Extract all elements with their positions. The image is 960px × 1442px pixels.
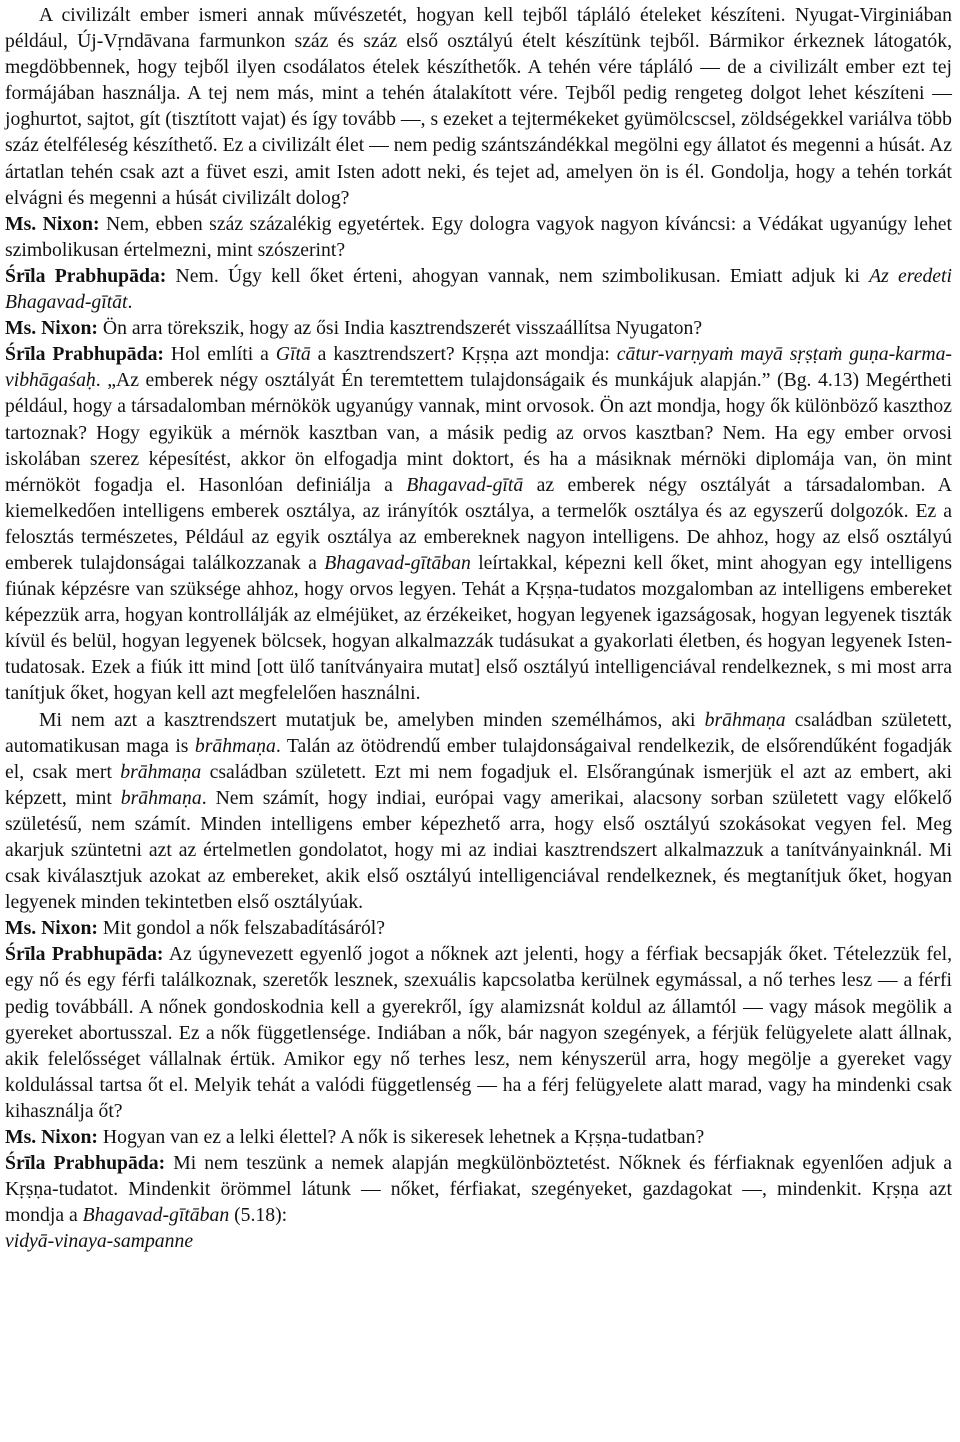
body-text: Hol említi a [163,343,276,366]
body-text: Hogyan van ez a lelki élettel? A nők is sikeresek lehetnek a Kṛṣṇa-tudatban? [97,1126,705,1149]
body-text: Nem. Úgy kell őket érteni, ahogyan vannak, nem szimbolikusan. Emiatt adjuk ki [166,264,870,287]
body-text: a kasztrendszert? Kṛṣṇa azt mondja: [310,343,617,366]
body-text: családban született. Ezt mi nem fogadjuk el. Elsőrangúnak ismerjük el azt az embert, aki képzett, mint [5,760,952,809]
italic-text: brāhmaṇa [120,786,202,809]
body-text: leírtakkal, képezni kell őket, mint ahogyan egy intelligens fiúnak képzésre van szüksége ahhoz, hogy orvos legyen. Tehát a Kṛṣṇa-tudatos mozgalomban az intelligens embereket képezzük arra, hogyan kontrollálják az elméjüket, az érzékeiket, hogyan legyenek igazságosak, hogyan legyenek tiszták kívül és belül, hogyan legyenek bölcsek, hogyan alkalmazzák tudásukat a gyakorlati életben, és hogyan legyenek Isten-tudatosak. Ezek a fiúk itt mind [ott ülő tanítványaira mutat] első osztályú intelligenciával rendelkeznek, s mi most arra tanítjuk őket, hogyan kell azt megfelelően használni. [5,551,952,705]
speaker-label: Ms. Nixon: [5,212,100,235]
italic-text: Bhagavad-gītāban [324,551,471,574]
paragraph [5,315,952,341]
body-text: . Talán az ötödrendű ember tulajdonságaival rendelkezik, de elsőrendűként fogadják el, csak mert [5,734,952,783]
italic-text: cātur-varṇyaṁ mayā sṛṣṭaṁ guṇa-karma-vibhāgaśaḥ [5,343,952,392]
speaker-label: Ms. Nixon: [5,917,98,940]
italic-text: brāhmaṇa [704,708,786,731]
body-text: . [127,291,133,314]
paragraph [5,915,952,941]
speaker-label: Ms. Nixon: [5,1126,98,1149]
paragraph [5,707,952,916]
paragraph [5,211,952,263]
paragraph [5,263,952,315]
body-text: családban született, automatikusan maga is [5,708,952,757]
italic-text: vidyā-vinaya-sampanne [5,1230,194,1253]
speaker-label: Śrīla Prabhupāda: [5,943,164,966]
body-text: Mit gondol a nők felszabadításáról? [97,917,385,940]
body-text: Mi nem teszünk a nemek alapján megkülönböztetést. Nőknek és férfiaknak egyenlően adjuk a Kṛṣṇa-tudatot. Mindenkit örömmel látunk — nőket, férfiakat, szegényeket, gazdagokat —, mindenkit. Kṛṣṇa azt mondja a [5,1152,952,1227]
italic-text: Gītā [275,343,311,366]
italic-text: Bhagavad-gītāban [82,1204,230,1227]
italic-text: Az eredeti Bhagavad-gītāt [5,264,952,314]
body-text: Az úgynevezett egyenlő jogot a nőknek azt jelenti, hogy a férfiak becsapják őket. Tételezzük fel, egy nő és egy férfi találkoznak, szeretők lesznek, szexuális kapcsolatba kerülnek egymással, a nő terhes lesz — a férfi pedig továbbáll. A nőnek gondoskodnia kell a gyerekről, így alamizsnát koldul az államtól — vagy mások megölik a gyereket abortusszal. Ez a nők függetlensége. Indiában a nők, bár nagyon szegények, a férjük felügyelete alatt állnak, akik felelősséget vállalnak értük. Amikor egy nő terhes lesz, nem kényszerül arra, hogy megölje a gyereket vagy koldulással tartsa őt el. Melyik tehát a valódi függetlenség — ha a férj felügyelete alatt marad, vagy ha mindenki csak kihasználja őt? [5,943,952,1122]
paragraph [5,1228,952,1254]
speaker-label: Ms. Nixon: [5,317,98,340]
body-text: Nem, ebben száz százalékig egyetértek. Egy dologra vagyok nagyon kíváncsi: a Védákat ugyanúgy lehet szimbolikusan értelmezni, mint szószerint? [5,212,952,261]
body-text: Ön arra törekszik, hogy az ősi India kasztrendszerét visszaállítsa Nyugaton? [97,317,703,340]
speaker-label: Śrīla Prabhupāda: [5,343,164,366]
italic-text: Bhagavad-gītā [406,473,524,496]
body-text: A civilizált ember ismeri annak művészetét, hogyan kell tejből tápláló ételeket készíteni. Nyugat-Virginiában például, Új-Vṛndāvana farmunkon száz és száz első osztályú ételt készítünk tejből. Bármikor érkeznek látogatók, megdöbbennek, hogy tejből ilyen csodálatos ételek készíthetők. A tehén vére tápláló — de a civilizált ember ezt tej formájában használja. A tej nem más, mint a tehén átalakított vére. Tejből pedig rengeteg dolgot lehet készíteni — joghurtot, sajtot, gít (tisztított vajat) és így tovább —, s ezeket a tejtermékeket gyümölcscsel, zöldségekkel variálva több száz ételféleség készíthető. Ez a civilizált élet — nem pedig szántszándékkal megölni egy állatot és megenni a húsát. Az ártatlan tehén csak azt a füvet eszi, amit Isten adott neki, és tejet ad, amelyen ön is él. Gondolja, hogy a tehén torkát elvágni és megenni a húsát civilizált dolog? [5,4,952,209]
italic-text: brāhmaṇa [194,734,276,757]
speaker-label: Śrīla Prabhupāda: [5,264,167,287]
italic-text: brāhmaṇa [120,760,202,783]
paragraph [5,1124,952,1150]
body-text: Mi nem azt a kasztrendszert mutatjuk be, amelyben minden személhámos, aki [39,708,705,731]
body-text: (5.18): [229,1204,288,1227]
body-text: . „Az emberek négy osztályát Én teremtettem tulajdonságaik és munkájuk alapján.” (Bg. 4.13) Megértheti például, hogy a társadalomban mérnökök ugyanúgy vannak, mint orvosok. Ön azt mondja, hogy ők különböző kaszthoz tartoznak? Hogy egyikük a mérnök kasztban van, a másik pedig az orvos kasztban? Nem. Ha egy ember orvosi iskolában szerez képesítést, akkor ön elfogadja mint doktort, és ha a másiknak mérnöki diplomája van, ön mint mérnököt fogadja el. Hasonlóan definiálja a [5,369,952,496]
body-text: az emberek négy osztályát a társadalomban. A kiemelkedően intelligens emberek osztálya, az irányítók osztálya, a termelők osztálya és az egyszerű dolgozók. Ez a felosztás természetes, Például az egyik osztálya az embereknek nagyon intelligens. De ahhoz, hogy az első osztályú emberek tulajdonságai találkozzanak a [5,473,952,574]
paragraph [5,941,952,1124]
speaker-label: Śrīla Prabhupāda: [5,1152,166,1175]
paragraph [5,341,952,706]
body-text: . Nem számít, hogy indiai, európai vagy amerikai, alacsony sorban született vagy előkelő születésű, nem számít. Minden intelligens ember képezhető arra, hogy első osztályú szokásokat vegyen fel. Meg akarjuk szüntetni azt az értelmetlen gondolatot, hogy mi az indiai kasztrendszert alkalmazzuk a tanítványainknál. Mi csak kiválasztjuk azokat az embereket, akik első osztályú intelligenciával rendelkeznek, és megtanítjuk őket, hogyan legyenek minden tekintetben első osztályúak. [5,786,952,914]
paragraph [5,2,952,211]
paragraph [5,1150,952,1228]
